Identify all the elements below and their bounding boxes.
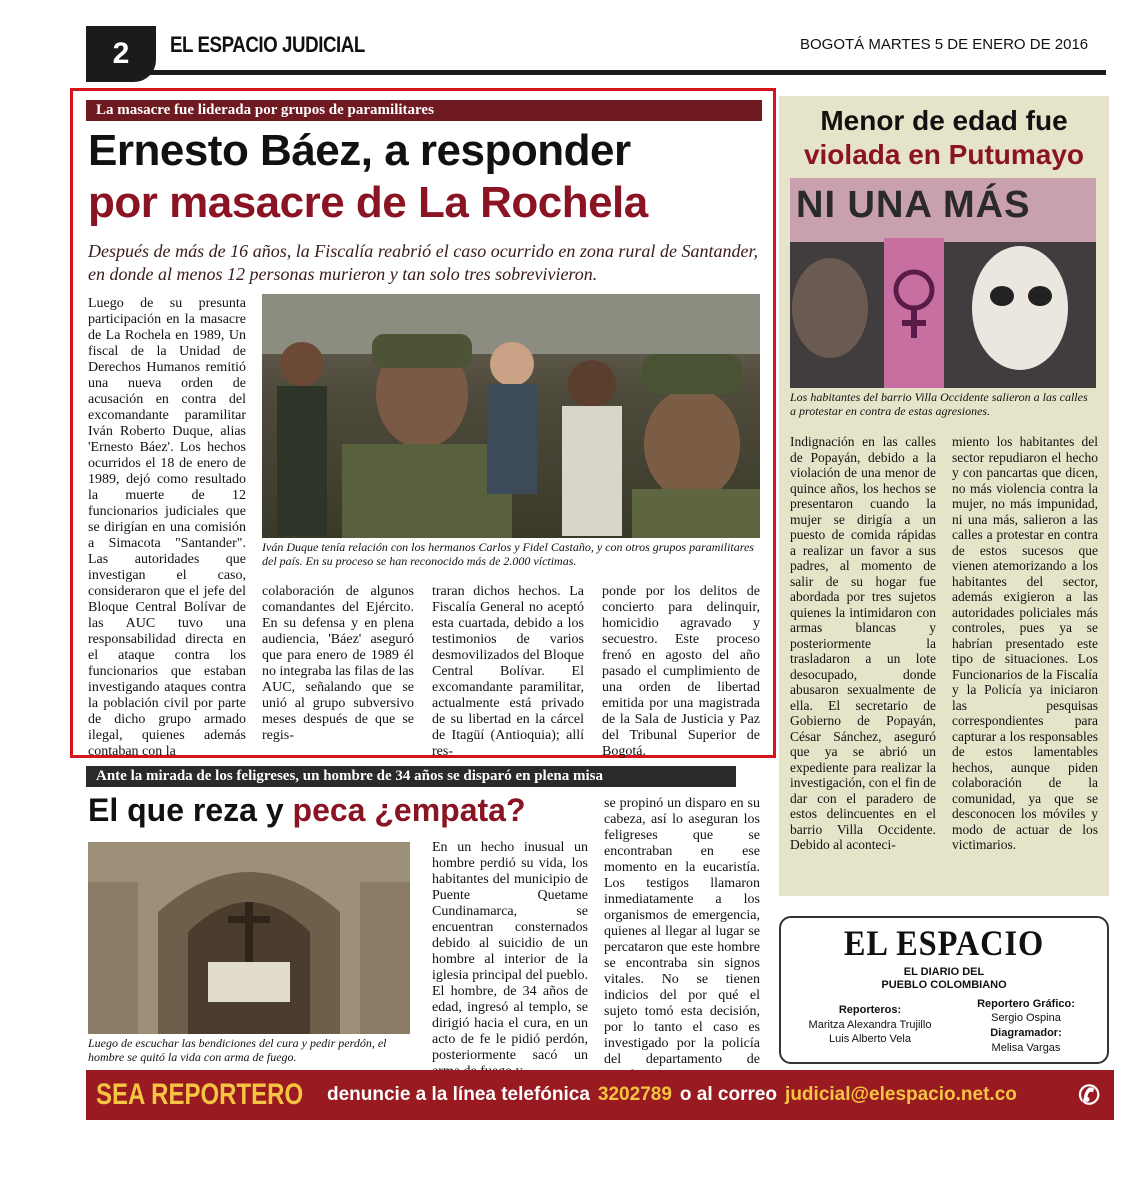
photographer-name: Sergio Ospina [991, 1012, 1061, 1024]
callout-text-2: o al correo [679, 1084, 778, 1105]
main-column-4: ponde por los delitos de concierto para delinquir, homicidio agravado y secuestro. Este proceso frenó en agosto del año pasado el cumplimiento de una orden de libertad emitida por una magistrada de la Sala de Justicia y Paz del Tribunal Superior de Bogotá. [602, 584, 760, 759]
callout-text-1: denuncie a la línea telefónica [327, 1084, 590, 1105]
second-headline-part2: peca ¿empata? [292, 792, 526, 828]
church-photo-caption: Luego de escuchar las bendiciones del cura y pedir perdón, el hombre se quitó la vida con arma de fuego. [88, 1036, 387, 1064]
main-column-2: colaboración de algunos comandantes del Ejército. En su defensa y en plena audiencia, 'Báez' aseguró que para enero de 1989 él no integraba las filas de las AUC, señalando que se unió al grupo subversivo meses después de que se regis- [262, 584, 415, 743]
sidebar-headline-line2: violada en Putumayo [803, 139, 1085, 170]
sidebar-headline-line1: Menor de edad fue [820, 105, 1068, 136]
sidebar-column-2: miento los habitantes del sector repudiaron el hecho y con pancartas que dicen, no más violencia contra la mujer, no más impunidad, ni una más, salieron a las calles a protestar en contra de estos sucesos que vienen atemorizando a los habitantes del sector, además exigieron a las autoridades policiales más controles, pues ya se habrían presentado este tipo de situaciones. Los Funcionarios de la Fiscalía y la Policía ya iniciaron las pesquisas correspondientes para capturar a los responsables de estos lamentables hechos, aunque piden colaboración de la comunidad, ya que se desconocen los móviles y modo de actuar de los victimarios. [952, 434, 1098, 852]
reporters-label: Reporteros: [838, 1004, 902, 1016]
church-photo [88, 842, 410, 1034]
main-kicker: La masacre fue liderada por grupos de paramilitares [86, 100, 762, 121]
section-title: EL ESPACIO JUDICIAL [170, 32, 365, 57]
callout-email: judicial@elespacio.net.co [785, 1084, 1017, 1105]
main-dek: Después de más de 16 años, la Fiscalía reabrió el caso ocurrido en zona rural de Santander, en donde al menos 12 personas murieron y tan solo tres sobrevivieron. [88, 241, 758, 284]
church-altar-illustration [88, 842, 410, 1034]
protest-photo-caption: Los habitantes del barrio Villa Occidente salieron a las calles a protestar en contra de estas agresiones. [790, 390, 1088, 418]
callout-phone: 3202789 [597, 1084, 672, 1105]
protest-photo [790, 178, 1096, 388]
main-photo [262, 294, 760, 538]
main-column-3: traran dichos hechos. La Fiscalía General no aceptó esta cuartada, debido a los testimonios de varios desmovilizados del Bloque Central Bolívar. El excomandante paramilitar, actualmente está privado de su libertad en la cárcel de Itagüí (Antioquia); allí res- [432, 584, 584, 759]
layout-label: Diagramador: [990, 1027, 1062, 1039]
main-headline-line2: por masacre de La Rochela [88, 178, 648, 227]
main-headline-line1: Ernesto Báez, a responder [88, 126, 631, 175]
second-column-1: En un hecho inusual un hombre perdió su vida, los habitantes del municipio de Puente Quetame Cundinamarca, se encuentran consternados debido al suicidio de un hombre al interior de la iglesia principal del pueblo. El hombre, de 34 años de edad, ingresó al templo, se dirigió hacia el cura, en un acto de fe le pidió perdón, posteriormente sacó un [432, 840, 588, 1063]
photographer-label: Reportero Gráfico: [977, 998, 1075, 1010]
reporter-name-2: Luis Alberto Vela [829, 1033, 911, 1045]
sidebar-column-1: Indignación en las calles de Popayán, debido a la violación de una menor de quince años, los hechos se presentaron cuando la mujer se dirigía a un puesto de comida rápidas a realizar un favor a sus padres, al momento de salir de su hogar fue abordada por tres sujetos quienes la intimidaron con armas blancas y posteriormente la trasladaron a un lote desocupado, donde abusaron sexualmente de ella. El secretario de Gobierno de Popayán, César Sánchez, aseguró que ya se abrió un expediente para realizar la investigación, con el fin de dar con el paradero de estos delincuentes en el barrio Villa Occidente. Debido al aconteci- [790, 434, 936, 852]
second-headline [88, 790, 526, 830]
reporter-name-1: Maritza Alexandra Trujillo [808, 1019, 932, 1031]
protest-sign-text: NI UNA MÁS [796, 184, 1031, 226]
reporter-callout-bar [86, 1070, 1114, 1120]
main-column-1: Luego de su presunta participación en la masacre de La Rochela en 1989, Un fiscal de la Unidad de Derechos Humanos remitió una nueva orden de acusación en contra del excomandante paramilitar Iván Roberto Duque, alias 'Ernesto Báez'. Los hechos ocurridos el 18 de enero de 1989, dejó como resultado la muerte de 12 funcionarios judiciales que se dirigían en una comisión a Simacota "Santander". Las autoridades que investigan el caso, consideraron que el jefe del Bloque Central Bolívar de las AUC tuvo una responsabilidad directa en el ataque contra los funcionarios que estaban investigando ataques contra la población civil por parte de dicho grupo armado ilegal, quienes además contaban con la [88, 296, 246, 759]
masthead-tagline-2: PUEBLO COLOMBIANO [881, 979, 1007, 991]
masthead-tagline-1: EL DIARIO DEL [903, 966, 985, 978]
page-number: 2 [86, 26, 156, 82]
main-photo-caption: Iván Duque tenía relación con los hermanos Carlos y Fidel Castaño, y con otros grupos paramilitares del país. En su proceso se han reconocido más de 2.000 víctimas. [262, 540, 754, 568]
header-rule [86, 70, 1106, 75]
issue-date: BOGOTÁ MARTES 5 DE ENERO DE 2016 [800, 36, 1089, 53]
masthead-name: EL ESPACIO [843, 923, 1045, 963]
layout-name: Melisa Vargas [991, 1042, 1061, 1054]
phone-icon: ✆ [1078, 1079, 1100, 1110]
second-kicker: Ante la mirada de los feligreses, un hombre de 34 años se disparó en plena misa [86, 766, 736, 787]
callout-lead: SEA REPORTERO [96, 1078, 304, 1111]
soldiers-photo-illustration [262, 294, 760, 538]
second-headline-part1: El que reza y [88, 792, 284, 828]
second-column-2: se propinó un disparo en su cabeza, así lo aseguran los feligreses que se encontraban en ese momento en la eucaristía. Los testigos llamaron inmediatamente a los organismos de emergencia, quienes al llegar al lugar se percataron que este hombre se encontraba sin signos vitales. No se tienen indicios del por qué el sujeto tomó esta decisión, por lo tanto el caso es investigado por la policía del departamento de [604, 796, 760, 1067]
